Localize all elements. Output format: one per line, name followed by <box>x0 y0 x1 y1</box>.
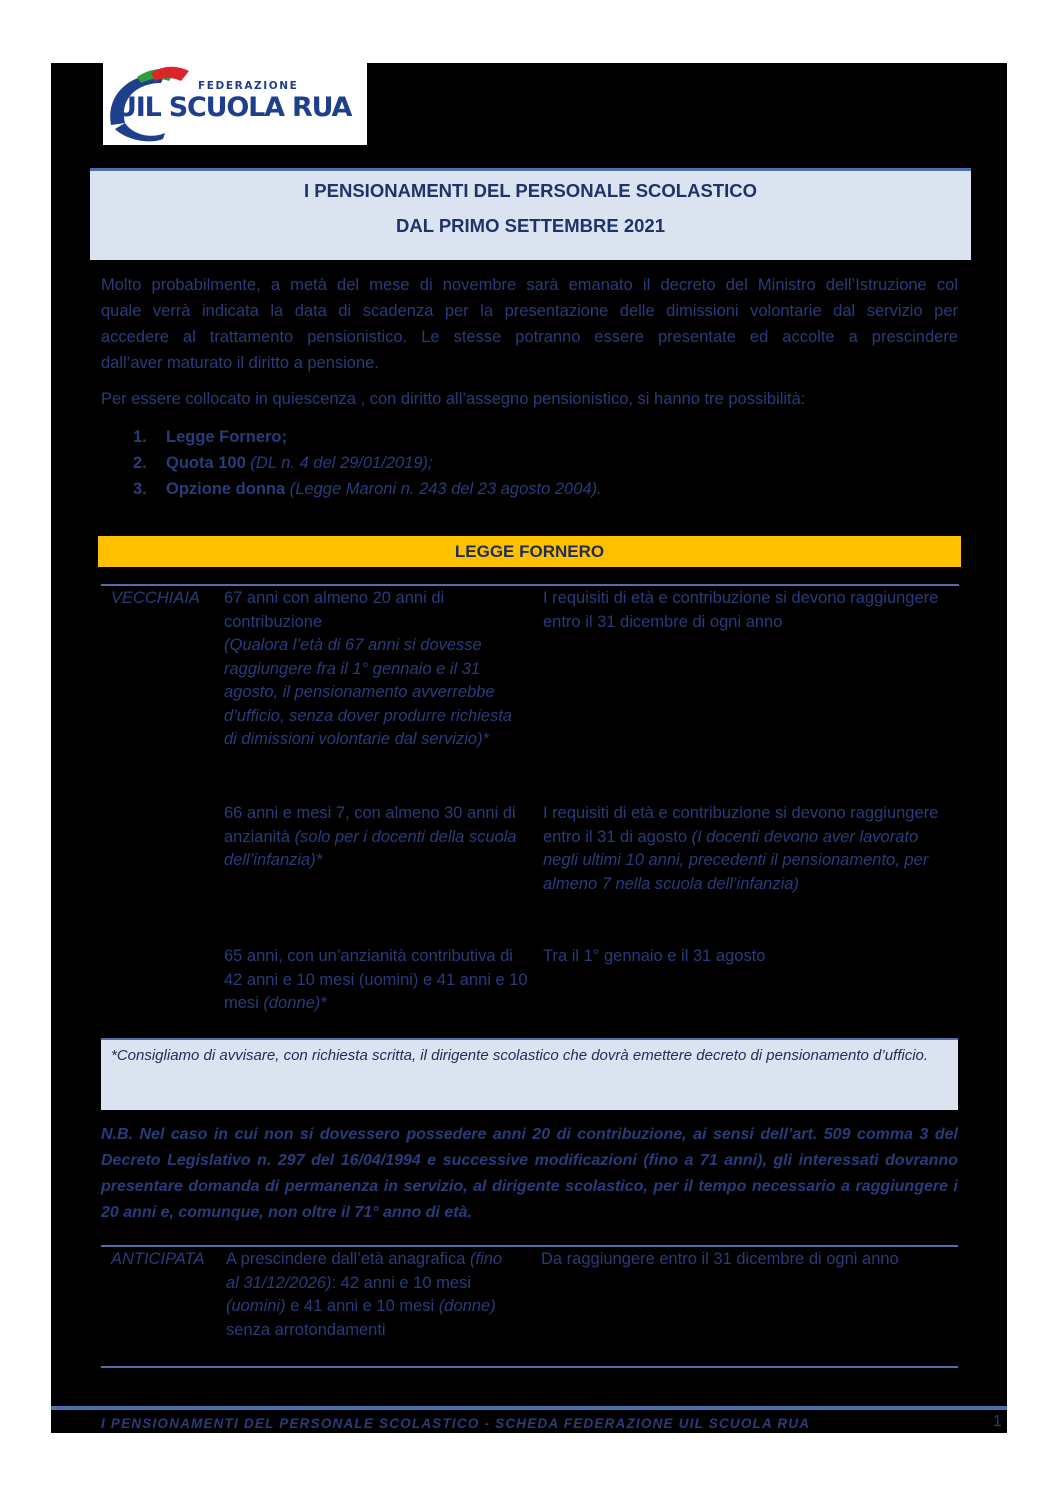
requirement-text: 67 anni con almeno 20 anni di contribuzione <box>224 589 445 631</box>
table-top-rule <box>101 584 959 586</box>
page-number: 1 <box>993 1413 1002 1430</box>
requirement-part: (fino al 31/12/2026) <box>226 1250 503 1292</box>
anticipata-label: ANTICIPATA <box>111 1250 205 1268</box>
requirement-note: (Qualora l’età di 67 anni si dovesse raggiungere fra il 1° gennaio e il 31 agosto, il pensionamento avverrebbe d’ufficio, senza dover produrre richiesta di dimissioni volontarie dal servizio)* <box>224 636 512 748</box>
list-item <box>133 476 602 502</box>
requirement-note: (donne)* <box>258 994 327 1012</box>
nb-paragraph: N.B. Nel caso in cui non si dovessero possedere anni 20 di contribuzione, ai sensi dell’art. 509 comma 3 del Decreto Legislativo n. 297 del 16/04/1994 e successive modificazioni (fino a 71 anni), gli interessati dovranno presentare domanda di permanenza in servizio, al dirigente scolastico, per il tempo necessario a raggiungere i 20 anni e, comunque, non oltre il 71° anno di età. <box>101 1126 958 1221</box>
intro-paragraph1-line1: Molto probabilmente, a metà del mese di novembre sarà emanato il decreto del Ministro dell’Istruzione col <box>101 276 958 294</box>
requirement-part: e 41 anni e 10 mesi <box>285 1297 439 1315</box>
document-title-box <box>90 168 971 260</box>
intro-paragraph1-line2: quale verrà indicata la data di scadenza per la presentazione delle dimissioni volontarie dal servizio per <box>101 302 958 320</box>
intro-paragraph1-line4: dall’aver maturato il diritto a pensione. <box>101 354 379 372</box>
deadline-text: I requisiti di età e contribuzione si devono raggiungere entro il 31 dicembre di ogni anno <box>543 589 939 631</box>
document-title-line2: DAL PRIMO SETTEMBRE 2021 <box>396 215 665 236</box>
anticipata-requirement <box>226 1248 508 1342</box>
list-item-number: 1. <box>133 428 147 446</box>
requirement-part: senza arrotondamenti <box>226 1320 386 1339</box>
vecchiaia-deadline-2 <box>543 802 953 896</box>
deadline-text: Tra il 1° gennaio e il 31 agosto <box>543 947 766 965</box>
requirement-note: (solo per i docenti della scuola dell’infanzia)* <box>224 827 517 869</box>
requirement-text: 66 anni e mesi 7, con almeno 30 anni di anzianità <box>224 804 516 846</box>
footer-text: I PENSIONAMENTI DEL PERSONALE SCOLASTICO - SCHEDA FEDERAZIONE UIL SCUOLA RUA <box>101 1416 811 1431</box>
list-item <box>133 450 602 476</box>
list-item-detail: (Legge Maroni n. 243 del 23 agosto 2004). <box>285 480 602 498</box>
list-item-detail: (DL n. 4 del 29/01/2019); <box>245 454 433 472</box>
logo-federazione: FEDERAZIONE <box>198 80 299 92</box>
page-background <box>51 63 1007 1433</box>
list-item-number: 2. <box>133 454 147 472</box>
intro-paragraph1-line3: accedere al trattamento pensionistico. Le stesse potranno essere presentate ed accolte a prescindere <box>101 328 958 346</box>
vecchiaia-requirement-2 <box>224 802 529 873</box>
deadline-text: I requisiti di età e contribuzione si devono raggiungere entro il 31 di agosto <box>543 804 939 846</box>
anticipata-top-rule <box>101 1245 958 1247</box>
requirement-text: 65 anni, con un’anzianità contributiva di 42 anni e 10 mesi (uomini) e 41 anni e 10 mesi <box>224 947 528 1012</box>
requirement-part: : 42 anni e 10 mesi <box>331 1273 471 1292</box>
list-item-label: Legge Fornero; <box>166 428 288 446</box>
document-title-line1: I PENSIONAMENTI DEL PERSONALE SCOLASTICO <box>304 180 757 201</box>
logo-title: UIL SCUOLA RUA <box>115 92 352 123</box>
note-box: *Consigliamo di avvisare, con richiesta scritta, il dirigente scolastico che dovrà emettere decreto di pensionamento d’ufficio. <box>101 1038 958 1110</box>
vecchiaia-requirement-3 <box>224 945 529 1016</box>
list-item-number: 3. <box>133 480 147 498</box>
list-item-label: Opzione donna <box>166 480 286 498</box>
section-heading-legge-fornero: LEGGE FORNERO <box>98 536 961 567</box>
requirement-part: (uomini) <box>226 1297 286 1315</box>
list-item <box>133 424 602 450</box>
deadline-note: (I docenti devono aver lavorato negli ultimi 10 anni, precedenti il pensionamento, per almeno 7 nella scuola dell’infanzia) <box>543 827 929 893</box>
anticipata-bottom-rule <box>101 1366 958 1368</box>
anticipata-deadline: Da raggiungere entro il 31 dicembre di ogni anno <box>541 1250 899 1268</box>
requirement-part: A prescindere dall’età anagrafica <box>226 1250 470 1268</box>
vecchiaia-deadline-1 <box>543 587 953 634</box>
intro-paragraph2: Per essere collocato in quiescenza , con diritto all’assegno pensionistico, si hanno tre possibilità: <box>101 390 806 408</box>
vecchiaia-requirement-1 <box>224 587 524 752</box>
options-list <box>133 424 602 502</box>
uil-scuola-logo <box>103 63 367 145</box>
vecchiaia-label: VECCHIAIA <box>111 589 200 607</box>
requirement-part: (donne) <box>438 1297 496 1315</box>
vecchiaia-deadline-3 <box>543 945 953 969</box>
footer-rule <box>51 1406 1007 1410</box>
list-item-label: Quota 100 <box>166 454 246 472</box>
